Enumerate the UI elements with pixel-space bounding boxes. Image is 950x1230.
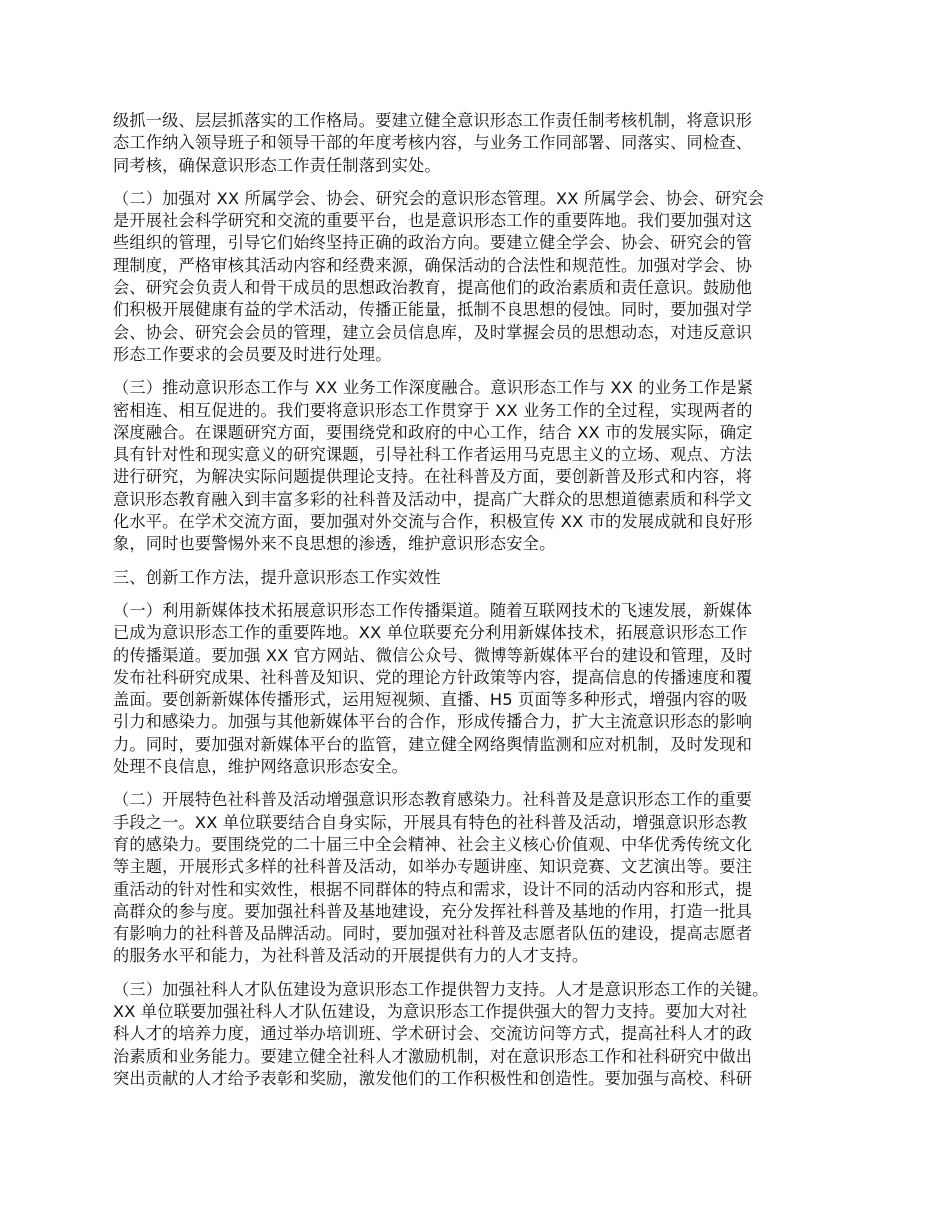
text-line: 突出贡献的人才给予表彰和奖励，激发他们的工作积极性和创造性。要加强与高校、科研	[113, 1068, 753, 1088]
text-line: （三）推动意识形态工作与 XX 业务工作深度融合。意识形态工作与 XX 的业务工作是紧	[113, 378, 754, 398]
paragraph	[113, 567, 853, 589]
text-line: 三、创新工作方法，提升意识形态工作实效性	[113, 567, 441, 587]
text-line: 密相连、相互促进的。我们要将意识形态工作贯穿于 XX 业务工作的全过程，实现两者的	[113, 400, 753, 420]
text-line: 态工作纳入领导班子和领导干部的年度考核内容，与业务工作同部署、同落实、同检查、	[113, 133, 753, 153]
text-line: 手段之一。XX 单位联要结合自身实际，开展具有特色的社科普及活动，增强意识形态教	[113, 812, 748, 832]
text-line: （二）加强对 XX 所属学会、协会、研究会的意识形态管理。XX 所属学会、协会、研究会	[113, 188, 765, 208]
text-line: 同考核，确保意识形态工作责任制落到实处。	[113, 155, 441, 175]
text-line: 具有针对性和现实意义的研究课题，引导社科工作者运用马克思主义的立场、观点、方法	[113, 445, 753, 465]
text-line: （一）利用新媒体技术拓展意识形态工作传播渠道。随着互联网技术的飞速发展，新媒体	[113, 600, 753, 620]
paragraph	[113, 377, 853, 555]
text-line: 有影响力的社科普及品牌活动。同时，要加强对社科普及志愿者队伍的建设，提高志愿者	[113, 924, 753, 944]
text-line: 深度融合。在课题研究方面，要围绕党和政府的中心工作，结合 XX 市的发展实际，确定	[113, 422, 753, 442]
text-line: 形态工作要求的会员要及时进行处理。	[113, 344, 392, 364]
document-body	[113, 110, 853, 1101]
text-line: 的服务水平和能力，为社科普及活动的开展提供有力的人才支持。	[113, 946, 589, 966]
paragraph	[113, 979, 853, 1090]
text-line: 是开展社会科学研究和交流的重要平台，也是意识形态工作的重要阵地。我们要加强对这	[113, 211, 753, 231]
text-line: 力。同时，要加强对新媒体平台的监管，建立健全网络舆情监测和应对机制，及时发现和	[113, 734, 753, 754]
paragraph	[113, 600, 853, 778]
text-line: 进行研究，为解决实际问题提供理论支持。在社科普及方面，要创新普及形式和内容，将	[113, 467, 753, 487]
text-line: 发布社科研究成果、社科普及知识、党的理论方针政策等内容，提高信息的传播速度和覆	[113, 667, 753, 687]
text-line: 意识形态教育融入到丰富多彩的社科普及活动中，提高广大群众的思想道德素质和科学文	[113, 489, 753, 509]
text-line: 等主题，开展形式多样的社科普及活动，如举办专题讲座、知识竞赛、文艺演出等。要注	[113, 857, 753, 877]
text-line: 高群众的参与度。要加强社科普及基地建设，充分发挥社科普及基地的作用，打造一批具	[113, 901, 753, 921]
text-line: 盖面。要创新新媒体传播形式，运用短视频、直播、H5 页面等多种形式，增强内容的吸	[113, 690, 748, 710]
text-line: 的传播渠道。要加强 XX 官方网站、微信公众号、微博等新媒体平台的建设和管理，及时	[113, 645, 753, 665]
text-line: 些组织的管理，引导它们始终坚持正确的政治方向。要建立健全学会、协会、研究会的管	[113, 233, 753, 253]
text-line: 化水平。在学术交流方面，要加强对外交流与合作，积极宣传 XX 市的发展成就和良好形	[113, 512, 753, 532]
text-line: XX 单位联要加强社科人才队伍建设，为意识形态工作提供强大的智力支持。要加大对社	[113, 1001, 748, 1021]
text-line: （二）开展特色社科普及活动增强意识形态教育感染力。社科普及是意识形态工作的重要	[113, 790, 753, 810]
text-line: 治素质和业务能力。要建立健全社科人才激励机制，对在意识形态工作和社科研究中做出	[113, 1046, 753, 1066]
paragraph	[113, 188, 853, 366]
paragraph	[113, 789, 853, 967]
text-line: 会、研究会负责人和骨干成员的思想政治教育，提高他们的政治素质和责任意识。鼓励他	[113, 278, 753, 298]
text-line: 处理不良信息，维护网络意识形态安全。	[113, 757, 408, 777]
text-line: 科人才的培养力度，通过举办培训班、学术研讨会、交流访问等方式，提高社科人才的政	[113, 1024, 753, 1044]
text-line: 象，同时也要警惕外来不良思想的渗透，维护意识形态安全。	[113, 534, 556, 554]
text-line: 引力和感染力。加强与其他新媒体平台的合作，形成传播合力，扩大主流意识形态的影响	[113, 712, 753, 732]
text-line: 们积极开展健康有益的学术活动，传播正能量，抵制不良思想的侵蚀。同时，要加强对学	[113, 300, 753, 320]
text-line: 会、协会、研究会会员的管理，建立会员信息库，及时掌握会员的思想动态，对违反意识	[113, 322, 753, 342]
text-line: 育的感染力。要围绕党的二十届三中全会精神、社会主义核心价值观、中华优秀传统文化	[113, 834, 753, 854]
text-line: 重活动的针对性和实效性，根据不同群体的特点和需求，设计不同的活动内容和形式，提	[113, 879, 753, 899]
text-line: 级抓一级、层层抓落实的工作格局。要建立健全意识形态工作责任制考核机制，将意识形	[113, 111, 753, 130]
paragraph	[113, 110, 853, 177]
text-line: 已成为意识形态工作的重要阵地。XX 单位联要充分利用新媒体技术，拓展意识形态工作	[113, 623, 748, 643]
text-line: 理制度，严格审核其活动内容和经费来源，确保活动的合法性和规范性。加强对学会、协	[113, 255, 753, 275]
text-line: （三）加强社科人才队伍建设为意识形态工作提供智力支持。人才是意识形态工作的关键。	[113, 979, 769, 999]
